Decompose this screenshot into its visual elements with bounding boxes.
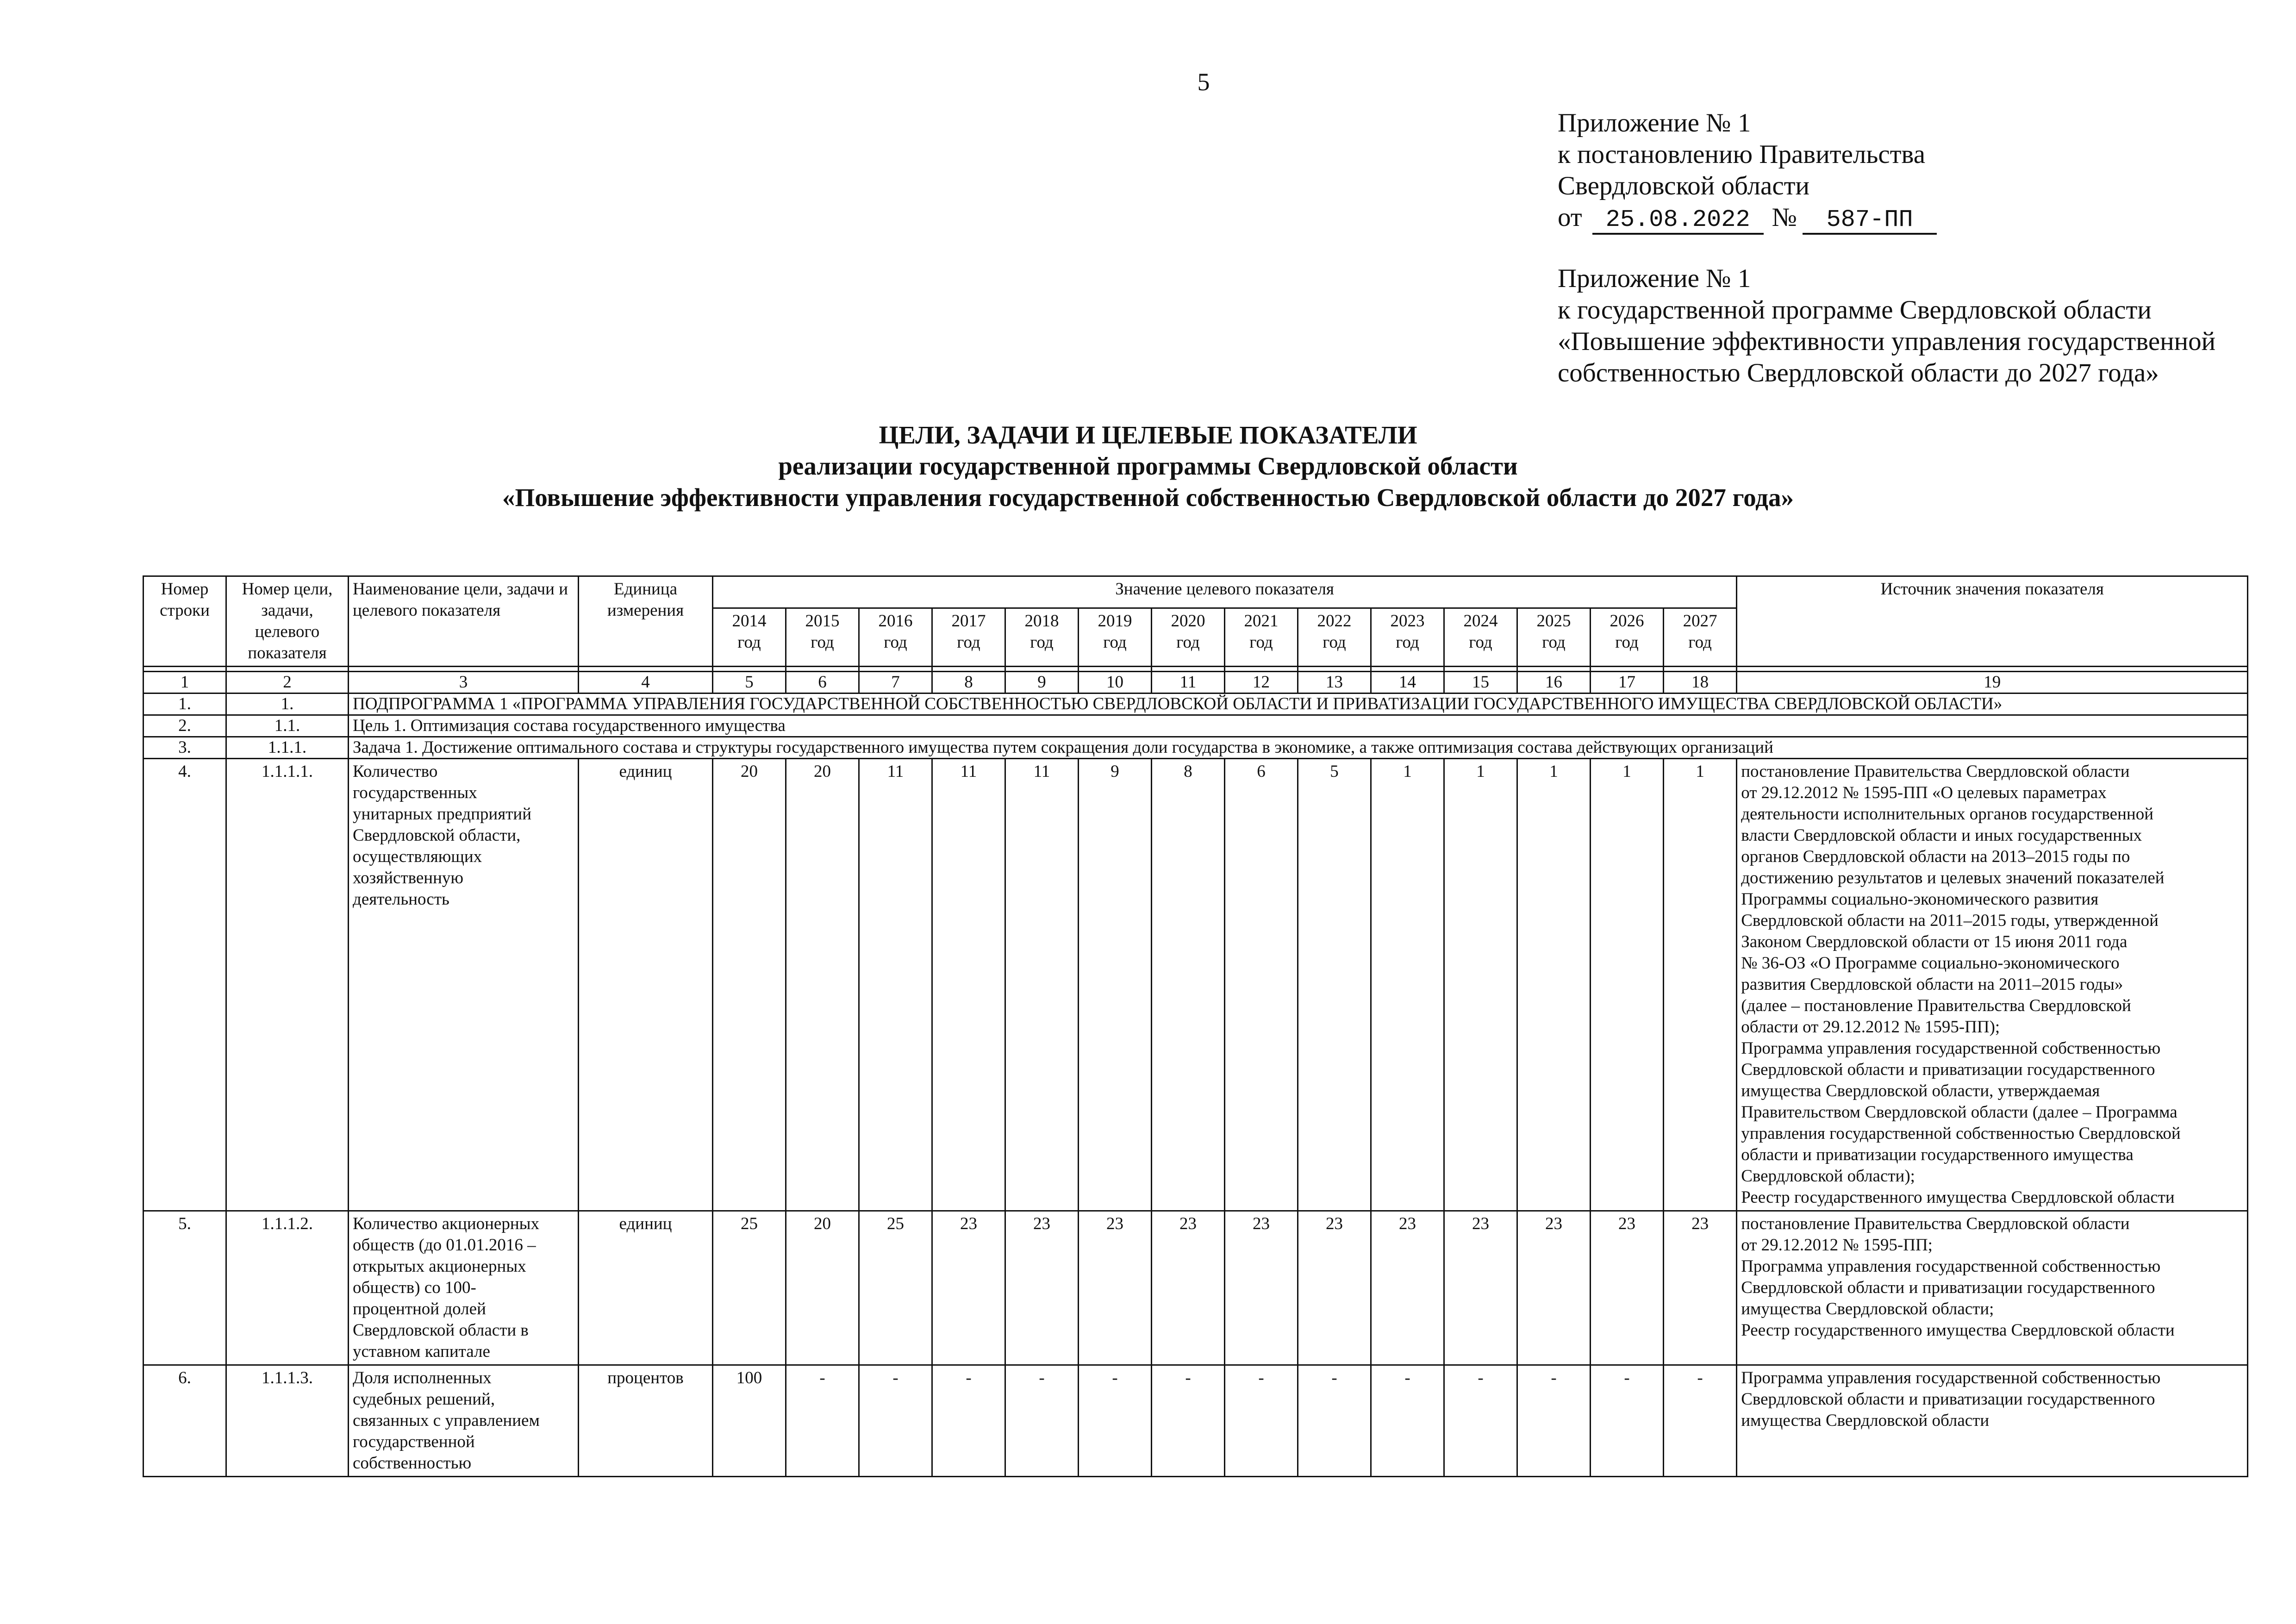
indicator-name-line: хозяйственную	[353, 868, 464, 887]
header-year	[1371, 608, 1444, 667]
indicator-name-line: уставном капитале	[353, 1342, 490, 1361]
section-row	[144, 693, 2248, 715]
appendix-program-line: Приложение № 1	[1558, 264, 1751, 293]
cell-value: -	[1079, 1365, 1152, 1477]
year-label: 2021	[1244, 612, 1279, 631]
column-number: 8	[932, 672, 1005, 693]
cell-value: 23	[1591, 1211, 1664, 1365]
cell-value: 23	[1225, 1211, 1298, 1365]
gap-cell	[579, 667, 713, 672]
column-number: 4	[579, 672, 713, 693]
source-line: Законом Свердловской области от 15 июня 2011 года	[1741, 932, 2128, 951]
column-number: 12	[1225, 672, 1298, 693]
header-year	[713, 608, 786, 667]
header-year	[1444, 608, 1517, 667]
source-line: власти Свердловской области и иных государственных	[1741, 826, 2142, 845]
section-row	[144, 737, 2248, 759]
cell-value: 23	[1005, 1211, 1079, 1365]
cell-value: 23	[1517, 1211, 1591, 1365]
cell-section-text: ПОДПРОГРАММА 1 «ПРОГРАММА УПРАВЛЕНИЯ ГОСУДАРСТВЕННОЙ СОБСТВЕННОСТЬЮ СВЕРДЛОВСКОЙ ОБЛАСТИ И ПРИВАТИЗАЦИИ ГОСУДАРСТВЕННОГО ИМУЩЕСТВА СВЕРДЛОВСКОЙ ОБЛАСТИ»	[349, 693, 2248, 715]
cell-value: 23	[1664, 1211, 1737, 1365]
cell-goal-number: 1.	[226, 693, 349, 715]
gap-cell	[1737, 667, 2248, 672]
goals-table	[143, 575, 2248, 1477]
cell-unit: процентов	[579, 1365, 713, 1477]
gap-cell	[1591, 667, 1664, 672]
cell-value: 23	[1371, 1211, 1444, 1365]
cell-indicator-name	[349, 1365, 579, 1477]
source-line: постановление Правительства Свердловской области	[1741, 1214, 2130, 1233]
gap-cell	[1371, 667, 1444, 672]
cell-value: 9	[1079, 759, 1152, 1211]
column-number: 16	[1517, 672, 1591, 693]
cell-source	[1737, 1365, 2248, 1477]
source-line: Программа управления государственной собственностью	[1741, 1368, 2161, 1387]
column-number: 9	[1005, 672, 1079, 693]
year-suffix: год	[1249, 633, 1273, 652]
gap-cell	[1152, 667, 1225, 672]
column-number: 18	[1664, 672, 1737, 693]
indicator-row	[144, 1365, 2248, 1477]
header-row-number: Номер строки	[144, 576, 226, 667]
year-suffix: год	[1030, 633, 1054, 652]
year-suffix: год	[1688, 633, 1712, 652]
appendix-decree	[1558, 107, 2280, 235]
source-line: Свердловской области и приватизации государственного	[1741, 1060, 2155, 1079]
document-subtitle: реализации государственной программы Свердловской области	[778, 452, 1518, 480]
cell-value: 1	[1591, 759, 1664, 1211]
year-label: 2024	[1463, 612, 1498, 631]
cell-value: 23	[1079, 1211, 1152, 1365]
indicator-name-line: процентной долей	[353, 1299, 486, 1318]
cell-row-number: 2.	[144, 715, 226, 737]
column-numbers-row	[144, 672, 2248, 693]
column-number: 15	[1444, 672, 1517, 693]
source-line: Свердловской области);	[1741, 1167, 1915, 1186]
cell-goal-number: 1.1.1.1.	[226, 759, 349, 1211]
header-year	[932, 608, 1005, 667]
source-line: Свердловской области и приватизации государственного	[1741, 1390, 2155, 1409]
gap-cell	[859, 667, 932, 672]
column-number: 3	[349, 672, 579, 693]
column-number: 1	[144, 672, 226, 693]
column-number: 5	[713, 672, 786, 693]
cell-value: -	[932, 1365, 1005, 1477]
appendix-decree-line: Приложение № 1	[1558, 108, 1751, 137]
column-number: 7	[859, 672, 932, 693]
header-name: Наименование цели, задачи и целевого показателя	[349, 576, 579, 667]
cell-value: -	[786, 1365, 859, 1477]
cell-value: 1	[1371, 759, 1444, 1211]
indicator-name-line: Свердловской области в	[353, 1321, 529, 1340]
year-suffix: год	[1103, 633, 1127, 652]
cell-goal-number: 1.1.1.	[226, 737, 349, 759]
date-prefix: от	[1558, 203, 1582, 232]
section-row	[144, 715, 2248, 737]
cell-value: -	[859, 1365, 932, 1477]
source-line: № 36-ОЗ «О Программе социально-экономического	[1741, 954, 2120, 973]
gap-cell	[144, 667, 226, 672]
header-unit: Единица измерения	[579, 576, 713, 667]
source-line: развития Свердловской области на 2011–2015 годы»	[1741, 975, 2123, 994]
gap-cell	[1444, 667, 1517, 672]
year-suffix: год	[811, 633, 834, 652]
year-suffix: год	[1396, 633, 1419, 652]
header-year	[1005, 608, 1079, 667]
cell-source	[1737, 1211, 2248, 1365]
source-line: управления государственной собственностью Свердловской	[1741, 1124, 2181, 1143]
source-line: деятельности исполнительных органов государственной	[1741, 805, 2154, 824]
cell-unit: единиц	[579, 1211, 713, 1365]
source-line: имущества Свердловской области, утверждаемая	[1741, 1081, 2100, 1100]
indicator-name-line: унитарных предприятий	[353, 805, 532, 824]
year-suffix: год	[1469, 633, 1492, 652]
year-label: 2022	[1317, 612, 1352, 631]
cell-row-number: 3.	[144, 737, 226, 759]
cell-value: -	[1444, 1365, 1517, 1477]
cell-value: 11	[1005, 759, 1079, 1211]
source-line: Свердловской области на 2011–2015 годы, утвержденной	[1741, 911, 2159, 930]
source-line: от 29.12.2012 № 1595-ПП «О целевых параметрах	[1741, 783, 2107, 802]
year-suffix: год	[1542, 633, 1566, 652]
cell-value: -	[1591, 1365, 1664, 1477]
cell-value: 100	[713, 1365, 786, 1477]
cell-value: 20	[786, 759, 859, 1211]
cell-value: 23	[932, 1211, 1005, 1365]
column-number: 14	[1371, 672, 1444, 693]
cell-value: -	[1005, 1365, 1079, 1477]
cell-row-number: 5.	[144, 1211, 226, 1365]
cell-value: 6	[1225, 759, 1298, 1211]
cell-row-number: 4.	[144, 759, 226, 1211]
gap-cell	[786, 667, 859, 672]
year-label: 2014	[732, 612, 767, 631]
cell-row-number: 6.	[144, 1365, 226, 1477]
appendix-decree-line: к постановлению Правительства	[1558, 140, 1926, 169]
source-line: органов Свердловской области на 2013–2015 годы по	[1741, 847, 2130, 866]
indicator-name-line: обществ) со 100-	[353, 1278, 476, 1297]
year-suffix: год	[1176, 633, 1200, 652]
indicator-name-line: судебных решений,	[353, 1390, 495, 1409]
gap-cell	[1517, 667, 1591, 672]
indicator-name-line: деятельность	[353, 890, 449, 909]
cell-row-number: 1.	[144, 693, 226, 715]
source-line: области от 29.12.2012 № 1595-ПП);	[1741, 1018, 2000, 1037]
source-line: достижению результатов и целевых значений показателей	[1741, 868, 2165, 887]
year-suffix: год	[957, 633, 980, 652]
gap-cell	[1298, 667, 1371, 672]
column-number: 6	[786, 672, 859, 693]
indicator-name-line: обществ (до 01.01.2016 –	[353, 1236, 536, 1255]
cell-goal-number: 1.1.	[226, 715, 349, 737]
cell-value: -	[1517, 1365, 1591, 1477]
year-label: 2015	[805, 612, 840, 631]
cell-unit: единиц	[579, 759, 713, 1211]
page-number: 5	[1197, 68, 1210, 96]
year-suffix: год	[1323, 633, 1346, 652]
cell-value: 25	[713, 1211, 786, 1365]
indicator-name-line: Свердловской области,	[353, 826, 521, 845]
column-number: 13	[1298, 672, 1371, 693]
cell-value: 8	[1152, 759, 1225, 1211]
header-value-group: Значение целевого показателя	[713, 576, 1737, 608]
header-year	[1152, 608, 1225, 667]
gap-cell	[1079, 667, 1152, 672]
header-year	[1517, 608, 1591, 667]
appendix-decree-date-line	[1558, 202, 2280, 235]
header-year	[1079, 608, 1152, 667]
indicator-name-line: Доля исполненных	[353, 1368, 492, 1387]
source-line: Программа управления государственной собственностью	[1741, 1257, 2161, 1276]
appendix-program	[1558, 263, 2280, 389]
appendix-program-line: «Повышение эффективности управления государственной	[1558, 327, 2216, 356]
source-line: имущества Свердловской области;	[1741, 1299, 1994, 1318]
cell-value: 11	[859, 759, 932, 1211]
cell-value: 5	[1298, 759, 1371, 1211]
year-label: 2020	[1171, 612, 1205, 631]
column-number: 19	[1737, 672, 2248, 693]
indicator-row	[144, 759, 2248, 1211]
decree-date: 25.08.2022	[1592, 207, 1764, 235]
gap-cell	[226, 667, 349, 672]
indicator-name-line: открытых акционерных	[353, 1257, 526, 1276]
column-number: 11	[1152, 672, 1225, 693]
cell-value: 1	[1444, 759, 1517, 1211]
cell-value: -	[1371, 1365, 1444, 1477]
column-number: 10	[1079, 672, 1152, 693]
source-line: Реестр государственного имущества Свердловской области	[1741, 1188, 2175, 1207]
indicator-name-line: Количество акционерных	[353, 1214, 540, 1233]
cell-indicator-name	[349, 759, 579, 1211]
indicator-name-line: государственных	[353, 783, 477, 802]
decree-number: 587-ПП	[1803, 207, 1937, 235]
cell-goal-number: 1.1.1.3.	[226, 1365, 349, 1477]
source-line: Свердловской области и приватизации государственного	[1741, 1278, 2155, 1297]
year-label: 2016	[878, 612, 913, 631]
cell-section-text: Цель 1. Оптимизация состава государственного имущества	[349, 715, 2248, 737]
cell-source	[1737, 759, 2248, 1211]
cell-section-text: Задача 1. Достижение оптимального состава и структуры государственного имущества путем сокращения доли государства в экономике, а также оптимизация состава действующих организаций	[349, 737, 2248, 759]
year-label: 2019	[1098, 612, 1132, 631]
column-number: 17	[1591, 672, 1664, 693]
indicator-name-line: государственной	[353, 1432, 475, 1451]
gap-cell	[1005, 667, 1079, 672]
header-year	[786, 608, 859, 667]
source-line: от 29.12.2012 № 1595-ПП;	[1741, 1236, 1933, 1255]
cell-value: 1	[1664, 759, 1737, 1211]
cell-value: 23	[1152, 1211, 1225, 1365]
source-line: области и приватизации государственного имущества	[1741, 1145, 2134, 1164]
gap-cell	[932, 667, 1005, 672]
number-prefix: №	[1772, 203, 1797, 232]
indicator-name-line: связанных с управлением	[353, 1411, 540, 1430]
indicator-name-line: осуществляющих	[353, 847, 482, 866]
cell-value: 23	[1444, 1211, 1517, 1365]
year-label: 2026	[1610, 612, 1644, 631]
header-year	[859, 608, 932, 667]
header-source: Источник значения показателя	[1737, 576, 2248, 667]
cell-value: 11	[932, 759, 1005, 1211]
header-gap-row	[144, 667, 2248, 672]
cell-goal-number: 1.1.1.2.	[226, 1211, 349, 1365]
header-year	[1664, 608, 1737, 667]
gap-cell	[1664, 667, 1737, 672]
cell-value: -	[1664, 1365, 1737, 1477]
year-suffix: год	[884, 633, 907, 652]
header-goal-number: Номер цели, задачи, целевого показателя	[226, 576, 349, 667]
document-program-name: «Повышение эффективности управления государственной собственностью Свердловской области до 2027 года»	[502, 483, 1794, 512]
source-line: Программа управления государственной собственностью	[1741, 1039, 2161, 1058]
indicator-row	[144, 1211, 2248, 1365]
cell-value: -	[1298, 1365, 1371, 1477]
year-label: 2025	[1536, 612, 1571, 631]
source-line: (далее – постановление Правительства Свердловской	[1741, 996, 2131, 1015]
year-label: 2018	[1024, 612, 1059, 631]
cell-value: 1	[1517, 759, 1591, 1211]
gap-cell	[1225, 667, 1298, 672]
source-line: постановление Правительства Свердловской области	[1741, 762, 2130, 781]
column-number: 2	[226, 672, 349, 693]
cell-value: 20	[713, 759, 786, 1211]
source-line: имущества Свердловской области	[1741, 1411, 1990, 1430]
indicator-name-line: собственностью	[353, 1454, 472, 1473]
cell-value: 23	[1298, 1211, 1371, 1365]
year-suffix: год	[1615, 633, 1639, 652]
source-line: Реестр государственного имущества Свердловской области	[1741, 1321, 2175, 1340]
cell-value: -	[1225, 1365, 1298, 1477]
header-row	[144, 576, 2248, 608]
header-year	[1225, 608, 1298, 667]
indicator-name-line: Количество	[353, 762, 438, 781]
year-label: 2023	[1390, 612, 1425, 631]
source-line: Программы социально-экономического развития	[1741, 890, 2099, 909]
year-label: 2017	[951, 612, 986, 631]
cell-value: 25	[859, 1211, 932, 1365]
header-year	[1591, 608, 1664, 667]
gap-cell	[349, 667, 579, 672]
appendix-decree-line: Свердловской области	[1558, 171, 1810, 200]
appendix-program-line: к государственной программе Свердловской области	[1558, 295, 2152, 325]
year-label: 2027	[1683, 612, 1717, 631]
gap-cell	[713, 667, 786, 672]
source-line: Правительством Свердловской области (далее – Программа	[1741, 1103, 2177, 1122]
cell-indicator-name	[349, 1211, 579, 1365]
document-title: ЦЕЛИ, ЗАДАЧИ И ЦЕЛЕВЫЕ ПОКАЗАТЕЛИ	[879, 421, 1417, 449]
cell-value: 20	[786, 1211, 859, 1365]
header-year	[1298, 608, 1371, 667]
year-suffix: год	[737, 633, 761, 652]
appendix-program-line: собственностью Свердловской области до 2027 года»	[1558, 358, 2159, 387]
cell-value: -	[1152, 1365, 1225, 1477]
